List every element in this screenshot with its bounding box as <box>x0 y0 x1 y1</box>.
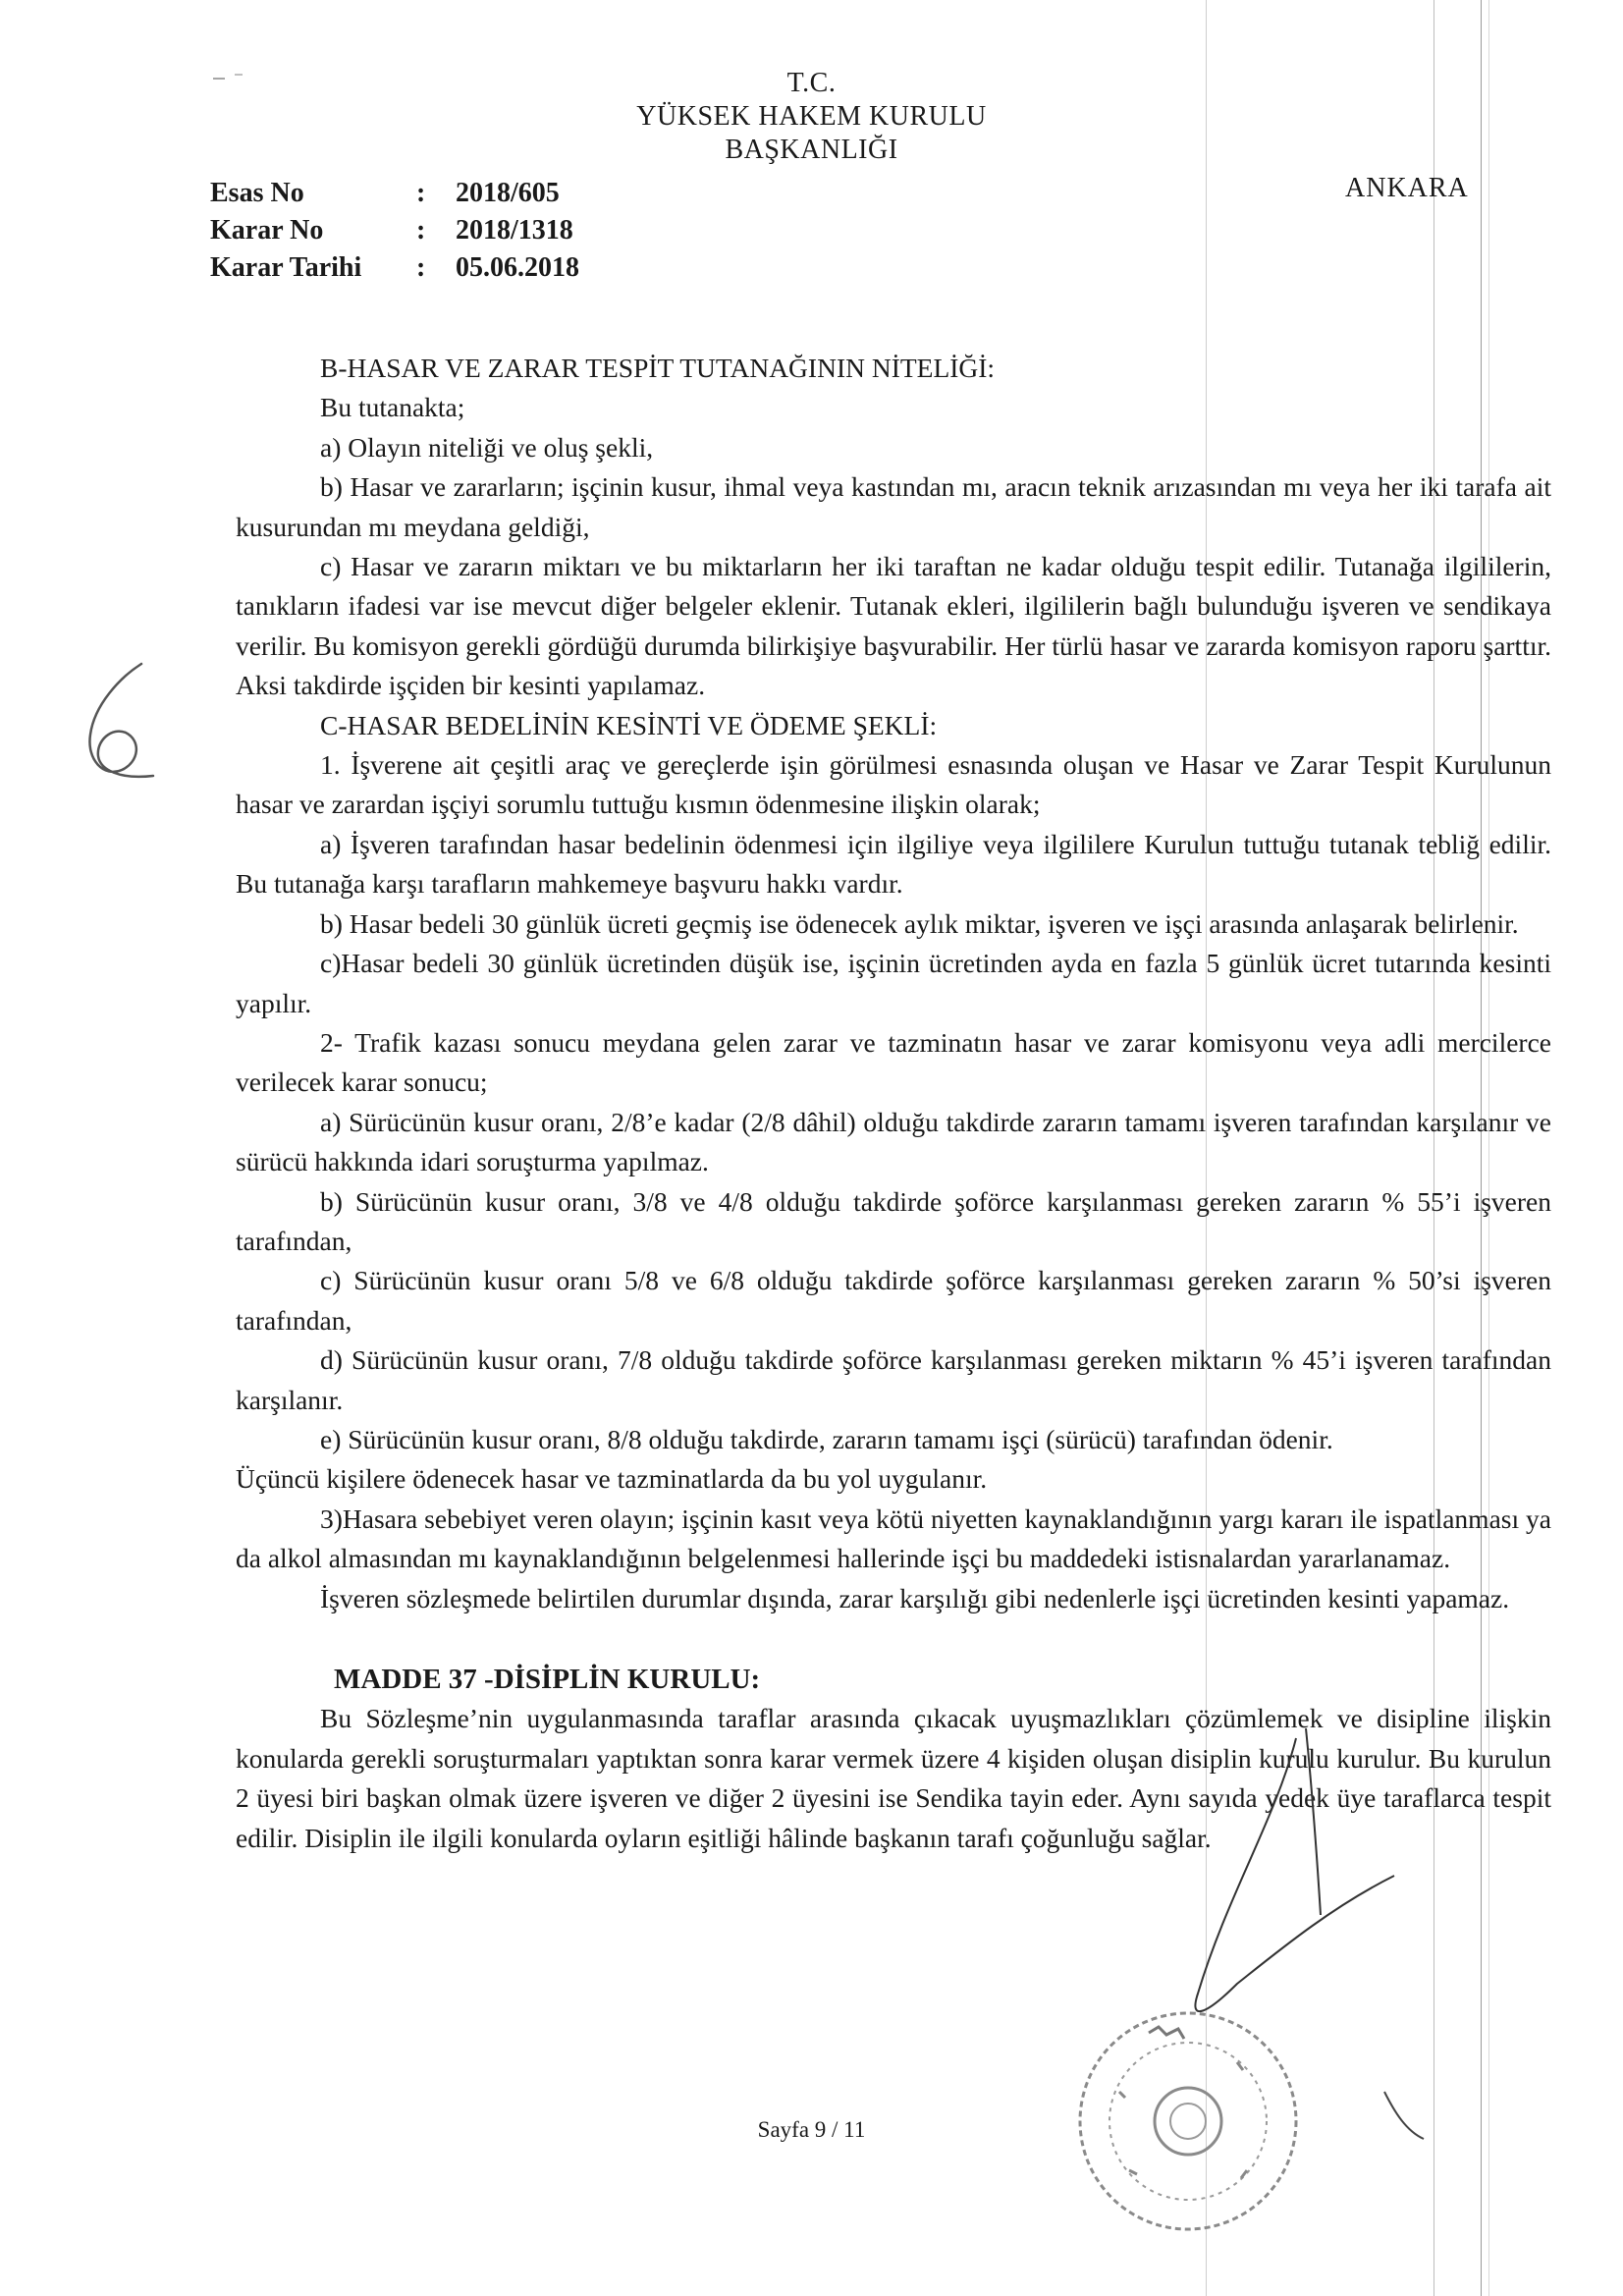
page-number: Sayfa 9 / 11 <box>757 2117 866 2142</box>
handwritten-page-number <box>81 658 159 786</box>
header-presidency: BAŞKANLIĞI <box>725 135 898 165</box>
separator: : <box>416 215 426 246</box>
case-meta <box>210 175 579 287</box>
paragraph: c) Hasar ve zararın miktarı ve bu miktarların her iki taraftan ne kadar olduğu tespit edilir. Tutanağa ilgililerin, tanıkların ifadesi var ise mevcut diğer belgeler eklenir. Tutanak ekleri, ilgililerin bağlı bulunduğu işveren ve sendikaya verilir. Bu komisyon gerekli gördüğü durumda bilirkişiye başvurabilir. Her türlü hasar ve zararda komisyon raporu şarttır. Aksi takdirde işçiden bir kesinti yapılamaz. <box>236 551 1551 701</box>
paragraph: a) Olayın niteliği ve oluş şekli, <box>320 431 654 463</box>
separator: : <box>416 178 426 208</box>
esas-row <box>210 175 579 212</box>
paragraph: b) Hasar bedeli 30 günlük ücreti geçmiş ise ödenecek aylık miktar, işveren ve işçi arasında anlaşarak belirlenir. <box>320 907 1519 939</box>
header-institution: YÜKSEK HAKEM KURULU <box>636 101 987 132</box>
paragraph: 2- Trafik kazası sonucu meydana gelen zarar ve tazminatın hasar ve zarar komisyonu veya adli mercilerce verilecek karar sonucu; <box>236 1026 1551 1098</box>
paragraph: d) Sürücünün kusur oranı, 7/8 olduğu takdirde şoförce karşılanması gereken miktarın % 45’i işveren tarafından karşılanır. <box>236 1344 1551 1415</box>
paragraph: Bu Sözleşme’nin uygulanmasında taraflar arasında çıkacak uyuşmazlıkları çözümlemek ve disipline ilişkin konularda gerekli soruşturmaları yaptıktan sonra karar vermek üzere 4 kişiden oluşan disiplin kurulu kurulur. Bu kurulun 2 üyesi biri başkan olmak üzere işveren ve diğer 2 üyesini ise Sendika tayin eder. Aynı sayıda yedek üye taraflarca tespit edilir. Disiplin ile ilgili konularda oyların eşitliği hâlinde başkanın tarafı çoğunluğu sağlar. <box>236 1703 1551 1853</box>
paragraph: 3)Hasara sebebiyet veren olayın; işçinin kasıt veya kötü niyetten kaynaklandığının yargı kararı ile ispatlanması ya da alkol almasından mı kaynaklandığının belgelenmesi hallerinde işçi bu maddedeki istisnalardan yararlanamaz. <box>236 1503 1551 1574</box>
karar-label: Karar No <box>210 215 324 246</box>
paragraph: a) Sürücünün kusur oranı, 2/8’e kadar (2/8 dâhil) olduğu takdirde zararın tamamı işveren tarafından karşılanır ve sürücü hakkında idari soruşturma yapılmaz. <box>236 1106 1551 1177</box>
document-body <box>236 349 1551 1858</box>
esas-label: Esas No <box>210 178 304 208</box>
karar-value: 2018/1318 <box>456 215 573 246</box>
paragraph: b) Sürücünün kusur oranı, 3/8 ve 4/8 olduğu takdirde şoförce karşılanması gereken zararın % 55’i işveren tarafından, <box>236 1185 1551 1256</box>
paragraph: a) İşveren tarafından hasar bedelinin ödenmesi için ilgiliye veya ilgililere Kurulun tuttuğu tutanak tebliğ edilir. Bu tutanağa karşı tarafların mahkemeye başvuru hakkı vardır. <box>236 828 1551 900</box>
section-heading-b: B-HASAR VE ZARAR TESPİT TUTANAĞININ NİTELİĞİ: <box>320 353 996 383</box>
paragraph: Bu tutanakta; <box>320 392 465 423</box>
esas-value: 2018/605 <box>456 178 560 208</box>
karar-row <box>210 212 579 249</box>
city: ANKARA <box>1345 173 1469 203</box>
paragraph: İşveren sözleşmede belirtilen durumlar dışında, zarar karşılığı gibi nedenlerle işçi ücretinden kesinti yapamaz. <box>320 1582 1510 1613</box>
paragraph: 1. İşverene ait çeşitli araç ve gereçlerde işin görülmesi esnasında oluşan ve Hasar ve Zarar Tespit Kurulunun hasar ve zarardan işçiyi sorumlu tuttuğu kısmın ödenmesine ilişkin olarak; <box>236 749 1551 820</box>
tarih-label: Karar Tarihi <box>210 252 362 283</box>
header-tc: T.C. <box>786 68 837 98</box>
article-heading: MADDE 37 -DİSİPLİN KURULU: <box>334 1664 761 1695</box>
section-heading-c: C-HASAR BEDELİNİN KESİNTİ VE ÖDEME ŞEKLİ: <box>320 709 938 740</box>
paragraph: c)Hasar bedeli 30 günlük ücretinden düşük ise, işçinin ücretinden ayda en fazla 5 günlük ücret tutarında kesinti yapılır. <box>236 948 1551 1018</box>
separator: : <box>416 252 426 283</box>
tarih-value: 05.06.2018 <box>456 252 579 283</box>
paragraph: b) Hasar ve zararların; işçinin kusur, ihmal veya kastından mı, aracın teknik arızasından mı veya her iki tarafa ait kusurundan mı meydana geldiği, <box>236 471 1551 542</box>
tarih-row <box>210 249 579 287</box>
paragraph: c) Sürücünün kusur oranı 5/8 ve 6/8 olduğu takdirde şoförce karşılanması gereken zararın % 50’si işveren tarafından, <box>236 1265 1551 1336</box>
paragraph: Üçüncü kişilere ödenecek hasar ve tazminatlarda da bu yol uygulanır. <box>236 1463 988 1495</box>
paragraph: e) Sürücünün kusur oranı, 8/8 olduğu takdirde, zararın tamamı işçi (sürücü) tarafından ödenir. <box>320 1423 1333 1454</box>
